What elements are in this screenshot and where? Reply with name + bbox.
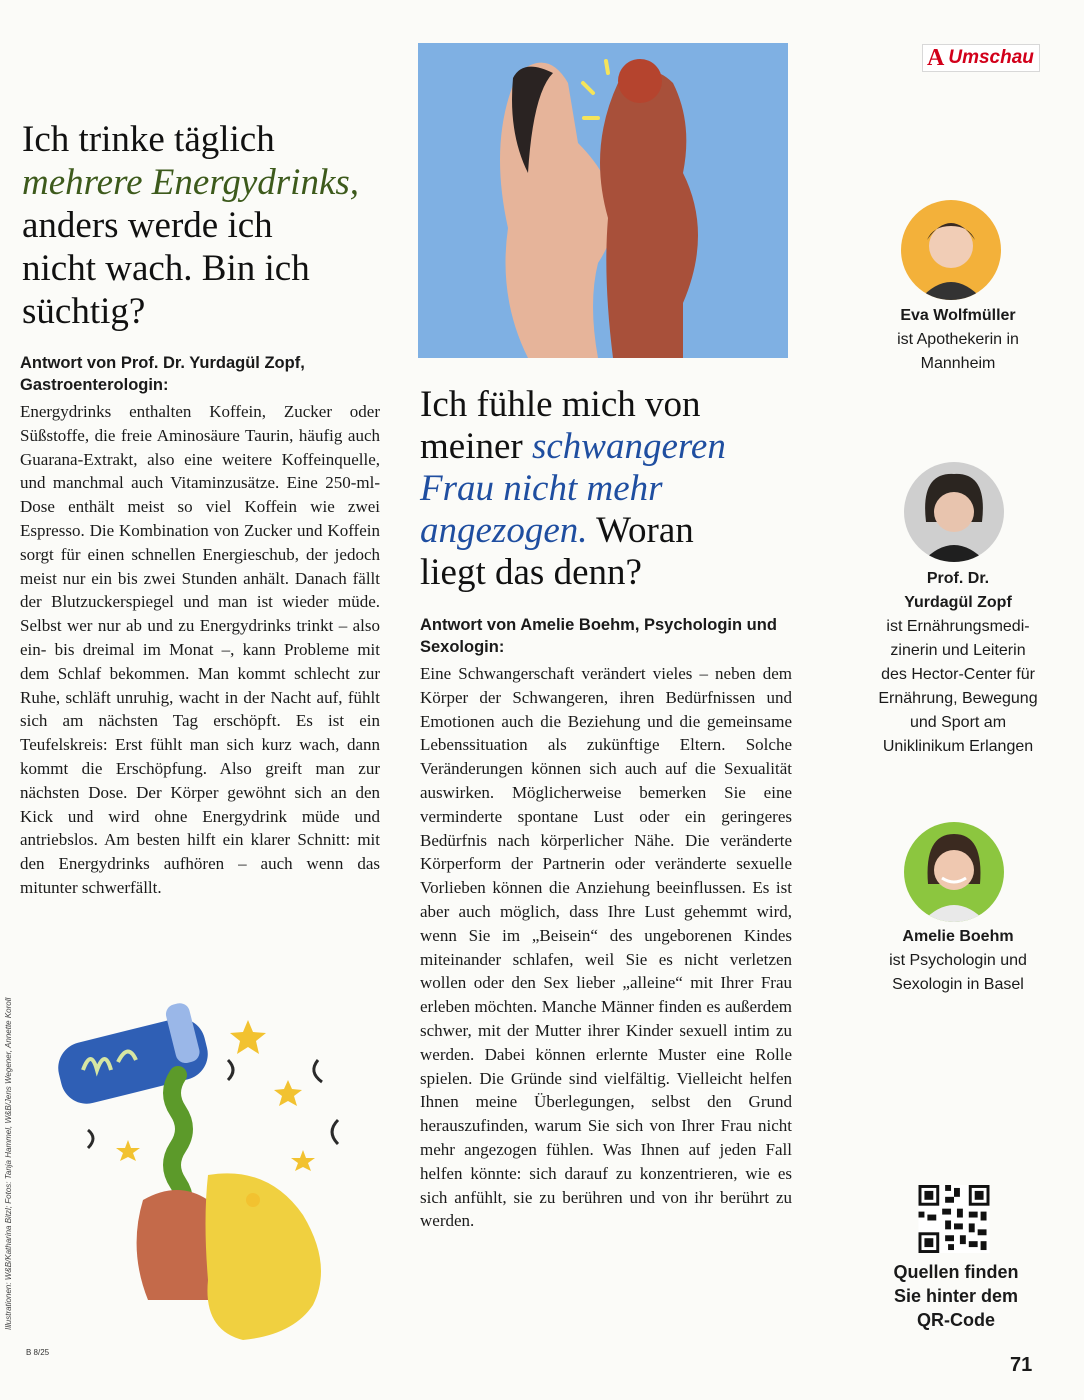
- expert-role: ist Psychologin und: [889, 952, 1027, 969]
- question-line: nicht wach. Bin ich: [22, 248, 310, 289]
- question-emphasis: angezogen.: [420, 510, 588, 551]
- portrait-icon: [904, 822, 1004, 922]
- avatar-amelie-boehm: [904, 822, 1004, 922]
- question-line: süchtig?: [22, 291, 146, 332]
- head-figure: [137, 1173, 321, 1340]
- question-line: [420, 510, 790, 552]
- expert-role: ist Apothekerin in: [897, 331, 1019, 348]
- answer-body-energydrinks: Energydrinks enthalten Koffein, Zucker oder Süßstoffe, die freie Aminosäure Taurin, häufig auch Guarana-Extrakt, also eine weitere Koffeinquelle, und manchmal auch Vitaminzusätze. Eine 250-ml-Dose enthält meist so viel Koffein wie zwei Espresso. Die Kombination von Zucker und Koffein sorgt für einen schnellen Energieschub, der jedoch meist nur ein bis zwei Stunden anhält. Danach fällt der Blutzuckerspiegel und man ist wieder müde. Selbst wer nur ab und zu Energydrinks trinkt – also ein- bis dreimal im Monat –, kann Probleme mit dem Schlaf bekommen. Man kommt schlecht zur Ruhe, schläft unruhig, wacht in der Nacht auf, fühlt sich am nächsten Tag erschöpft. Es ist ein Teufelskreis: Erst fühlt man sich kurz wach, dann kommt die Erschöpfung. Also greift man zur nächsten Dose. Der Körper gewöhnt sich an den Kick und wird ohne Energydrink müde und antriebslos. Am besten hilft ein klarer Schnitt: mit den Energydrinks aufhören – auch wenn das mitunter schwerfällt.: [20, 402, 380, 897]
- question-line: [420, 426, 790, 468]
- expert-eva-wolfmueller: [858, 304, 1058, 376]
- question-text: Woran: [587, 510, 694, 551]
- page-number: 71: [1010, 1354, 1033, 1376]
- energydrink-can-icon: [53, 1001, 214, 1109]
- image-credits: Illustrationen: W&B/Katharina Bitzl; Fotos: Tanja Hammel, W&B/Jens Wegener, Annette Koroll: [4, 997, 13, 1330]
- qr-caption: [858, 1260, 1054, 1332]
- answer-body-pregnancy: Eine Schwangerschaft verändert vieles – neben dem Körper der Schwangeren, ihren Bedürfnissen und Emotionen auch die Beziehung und die gemeinsame Lebenssituation als zukünftige Eltern. Solche Veränderungen können sich auch auf die Sexualität auswirken. Möglicherweise bemerken Sie eine verminderte spontane Lust oder ein geringeres Bedürfnis nach körperlicher Nähe. Die veränderte Körperform der Partnerin oder veränderte sexuelle Vorlieben können die Anziehung beeinflussen. Es ist aber auch möglich, dass Ihre Lust gehemmt wird, wenn Sie im „Beisein“ des ungeborenen Kindes miteinander schlafen, weil Sie es nicht verletzen wollen oder den Sex lieber „alleine“ mit Ihrer Frau erleben möchten. Manche Männer finden es außerdem schwer, mit der Mutter ihrer Kinder sexuell intim zu werden. Dabei können erlernte Muster eine Rolle spielen. Die Gründe sind vielfältig. Vielleicht helfen Ihnen meine Überlegungen, selbst den Grund herauszufinden, warum Sie sich von Ihrer Frau nicht mehr angezogen fühlen. Was Ihnen auf jeden Fall helfen könnte: sich darauf zu konzentrieren, wie es sich anfühlt, sie zu berühren und von ihr berührt zu werden.: [420, 664, 792, 1231]
- qr-code-icon[interactable]: [918, 1185, 990, 1253]
- logo-mark: A: [927, 45, 945, 71]
- answer-attribution-zopf: Antwort von Prof. Dr. Yurdagül Zopf, Gastroenterologin:: [20, 354, 305, 394]
- expert-name: Yurdagül Zopf: [904, 594, 1012, 611]
- question-line-emphasis: mehrere Energydrinks,: [22, 162, 360, 203]
- expert-role: zinerin und Leiterin: [890, 642, 1026, 659]
- expert-amelie-boehm: [858, 925, 1058, 997]
- expert-role: ist Ernährungsmedi-: [886, 618, 1030, 635]
- qr-caption-line: Sie hinter dem: [893, 1286, 1019, 1306]
- expert-role: Sexologin in Basel: [892, 976, 1024, 993]
- qr-caption-line: QR-Code: [917, 1310, 995, 1330]
- expert-role: und Sport am: [909, 714, 1007, 731]
- expert-role: Ernährung, Bewegung: [878, 690, 1038, 707]
- expert-name: Eva Wolfmüller: [900, 307, 1016, 324]
- question-energydrinks: [22, 118, 392, 333]
- qr-caption-line: Quellen finden: [893, 1262, 1019, 1282]
- expert-name: Prof. Dr.: [926, 570, 990, 587]
- question-pregnant-partner: [420, 384, 790, 594]
- question-line: liegt das denn?: [420, 552, 642, 593]
- question-emphasis: schwangeren: [531, 426, 726, 467]
- question-line-emphasis: Frau nicht mehr: [420, 468, 663, 509]
- expert-yurdaguel-zopf: [858, 567, 1058, 759]
- answer-attribution-boehm: Antwort von Amelie Boehm, Psychologin und Sexologin:: [420, 616, 777, 656]
- expert-role: Mannheim: [920, 355, 996, 372]
- question-line: anders werde ich: [22, 205, 273, 246]
- couple-figures-icon: [418, 43, 788, 358]
- energydrink-illustration: [48, 1000, 388, 1340]
- portrait-icon: [901, 200, 1001, 300]
- avatar-eva-wolfmueller: [901, 200, 1001, 300]
- couple-illustration: [418, 43, 788, 358]
- avatar-yurdaguel-zopf: [904, 462, 1004, 562]
- question-line: Ich trinke täglich: [22, 119, 275, 160]
- portrait-icon: [904, 462, 1004, 562]
- question-text: meiner: [420, 426, 532, 467]
- logo-text: Umschau: [948, 47, 1034, 68]
- expert-role: des Hector-Center für: [881, 666, 1035, 683]
- expert-role: Uniklinikum Erlangen: [882, 738, 1034, 755]
- expert-name: Amelie Boehm: [902, 928, 1014, 945]
- issue-number: B 8/25: [26, 1348, 50, 1357]
- magazine-logo: [922, 44, 1040, 72]
- question-line: Ich fühle mich von: [420, 384, 701, 425]
